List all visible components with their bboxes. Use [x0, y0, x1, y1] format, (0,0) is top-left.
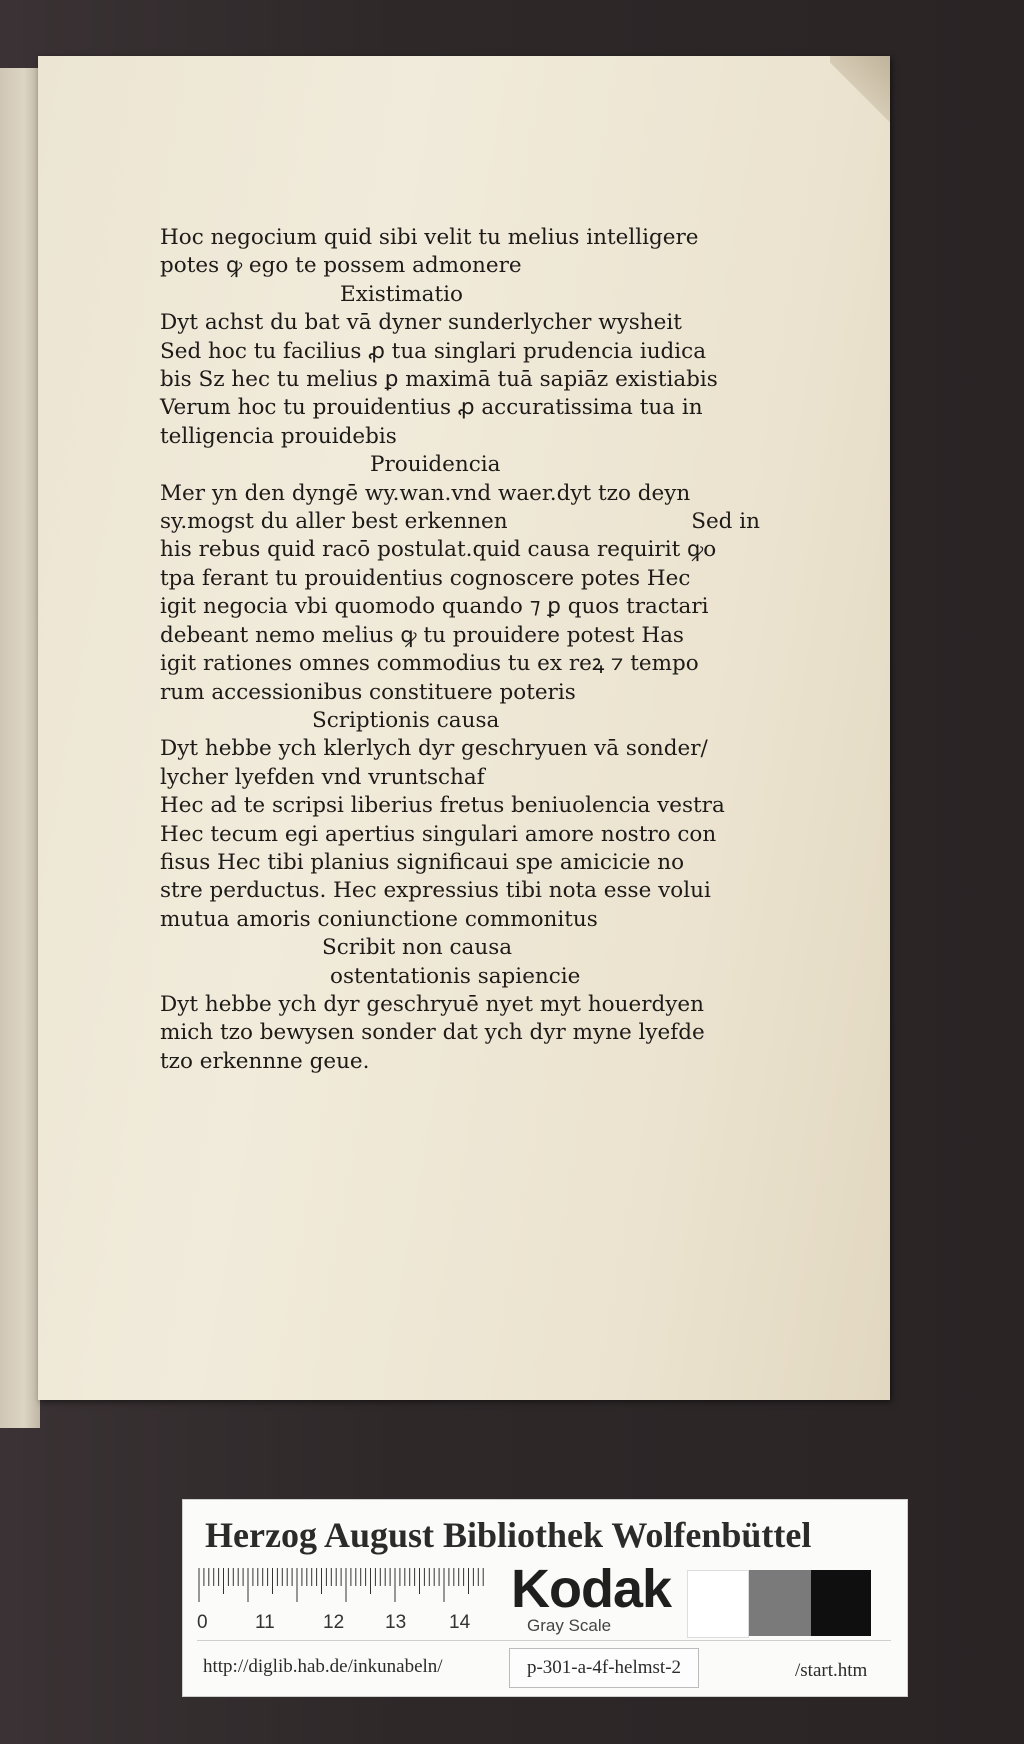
- text-line-content: fisus Hec tibi planius significaui spe amicicie no: [160, 849, 685, 875]
- text-line: [160, 309, 760, 337]
- text-line: [160, 764, 760, 792]
- text-line: [160, 480, 760, 508]
- gray-scale-label: Gray Scale: [527, 1616, 612, 1635]
- text-line-content: bis Sz hec tu melius ꝑ maximā tuā sapiāz existiabis: [160, 367, 718, 393]
- text-line-content: telligencia prouidebis: [160, 423, 397, 449]
- text-line-content: Verum hoc tu prouidentius ꝓ accuratissima tua in: [160, 395, 703, 421]
- text-line-content: debeant nemo melius ꝙ tu prouidere potest Has: [160, 622, 684, 648]
- ruler-scale: [197, 1568, 487, 1608]
- text-line-content: Scriptionis causa: [312, 707, 500, 733]
- text-line-content: stre perductus. Hec expressius tibi nota esse volui: [160, 878, 711, 904]
- text-line: [160, 991, 760, 1019]
- gray-swatch-black: [811, 1570, 871, 1636]
- text-line-content: Hoc negocium quid sibi velit tu melius intelligere: [160, 225, 699, 250]
- text-line-content: Dyt hebbe ych dyr geschryuē nyet myt houerdyen: [160, 991, 704, 1017]
- library-title: Herzog August Bibliothek Wolfenbüttel: [205, 1515, 812, 1555]
- text-line: [160, 252, 760, 280]
- text-line-content: Prouidencia: [370, 452, 501, 478]
- ruler-number: 11: [255, 1612, 275, 1633]
- text-line: [160, 906, 760, 934]
- text-line-content: tzo erkennne geue.: [160, 1048, 370, 1074]
- incunable-text: [160, 224, 760, 1076]
- text-line-content: ostentationis sapiencie: [330, 963, 581, 989]
- text-line: [160, 423, 760, 451]
- section-heading: [160, 281, 760, 309]
- text-line: [160, 622, 760, 650]
- text-line-content: mutua amoris coniunctione commonitus: [160, 906, 598, 932]
- text-line-content: mich tzo bewysen sonder dat ych dyr myne lyefde: [160, 1020, 705, 1046]
- ruler-number: 12: [323, 1612, 345, 1633]
- section-heading: [160, 707, 760, 735]
- text-line-content: Scribit non causa: [322, 935, 513, 961]
- ruler-number: 13: [385, 1612, 407, 1633]
- text-line: [160, 877, 760, 905]
- manuscript-page: [38, 56, 890, 1400]
- text-line: [160, 679, 760, 707]
- text-line-content: Sed hoc tu facilius ꝓ tua singlari prudencia iudica: [160, 338, 707, 364]
- text-line: [160, 536, 760, 564]
- ruler-numbers: [197, 1612, 487, 1636]
- text-line: [160, 593, 760, 621]
- facing-page-edge: [0, 68, 40, 1428]
- text-line-content: Existimatio: [340, 281, 463, 307]
- text-line: [160, 821, 760, 849]
- section-heading: [160, 451, 760, 479]
- text-line-content: Dyt hebbe ych klerlych dyr geschryuen vā sonder/: [160, 736, 708, 762]
- text-line-content: sy.mogst du aller best erkennen: [160, 509, 508, 535]
- text-line: [160, 394, 760, 422]
- ruler-number: 0: [197, 1612, 208, 1633]
- start-page-label: /start.htm: [795, 1660, 868, 1681]
- digital-library-url: http://diglib.hab.de/inkunabeln/: [203, 1656, 443, 1677]
- text-line: [160, 508, 760, 536]
- text-line: [160, 366, 760, 394]
- page-corner-curl: [830, 56, 890, 142]
- gray-swatch-mid: [749, 1570, 811, 1636]
- text-line-content: Hec tecum egi apertius singulari amore nostro con: [160, 821, 717, 847]
- text-line: [160, 1019, 760, 1047]
- text-line-trailing: Sed in: [691, 509, 760, 535]
- text-line: [160, 224, 760, 252]
- text-line-content: igit rationes omnes commodius tu ex reꝝ ⁊ tempo: [160, 651, 699, 677]
- kodak-logo: Kodak: [511, 1559, 672, 1619]
- shelfmark-label: p-301-a-4f-helmst-2: [509, 1648, 699, 1688]
- text-line: [160, 650, 760, 678]
- text-line: [160, 849, 760, 877]
- text-line-content: Mer yn den dyngē wy.wan.vnd waer.dyt tzo deyn: [160, 480, 691, 506]
- text-line-content: potes ꝙ ego te possem admonere: [160, 253, 522, 279]
- card-divider: [197, 1640, 891, 1641]
- gray-swatch-white: [687, 1570, 749, 1638]
- text-line-content: Hec ad te scripsi liberius fretus beniuolencia vestra: [160, 793, 725, 819]
- text-line: [160, 565, 760, 593]
- text-line: [160, 338, 760, 366]
- text-line-content: rum accessionibus constituere poteris: [160, 679, 576, 705]
- text-line-content: lycher lyefden vnd vruntschaf: [160, 764, 485, 790]
- text-line-content: tpa ferant tu prouidentius cognoscere potes Hec: [160, 565, 691, 591]
- text-line: [160, 735, 760, 763]
- text-line-content: Dyt achst du bat vā dyner sunderlycher wysheit: [160, 310, 682, 336]
- text-line-content: his rebus quid racō postulat.quid causa requirit ꝙo: [160, 537, 717, 563]
- ruler-number: 14: [449, 1612, 471, 1633]
- section-heading: [160, 963, 760, 991]
- text-line-content: igit negocia vbi quomodo quando ⁊ ꝑ quos tractari: [160, 594, 709, 620]
- card-footer: [183, 1648, 907, 1688]
- section-heading: [160, 934, 760, 962]
- text-line: [160, 792, 760, 820]
- text-line: [160, 1048, 760, 1076]
- color-target-card: [182, 1499, 908, 1697]
